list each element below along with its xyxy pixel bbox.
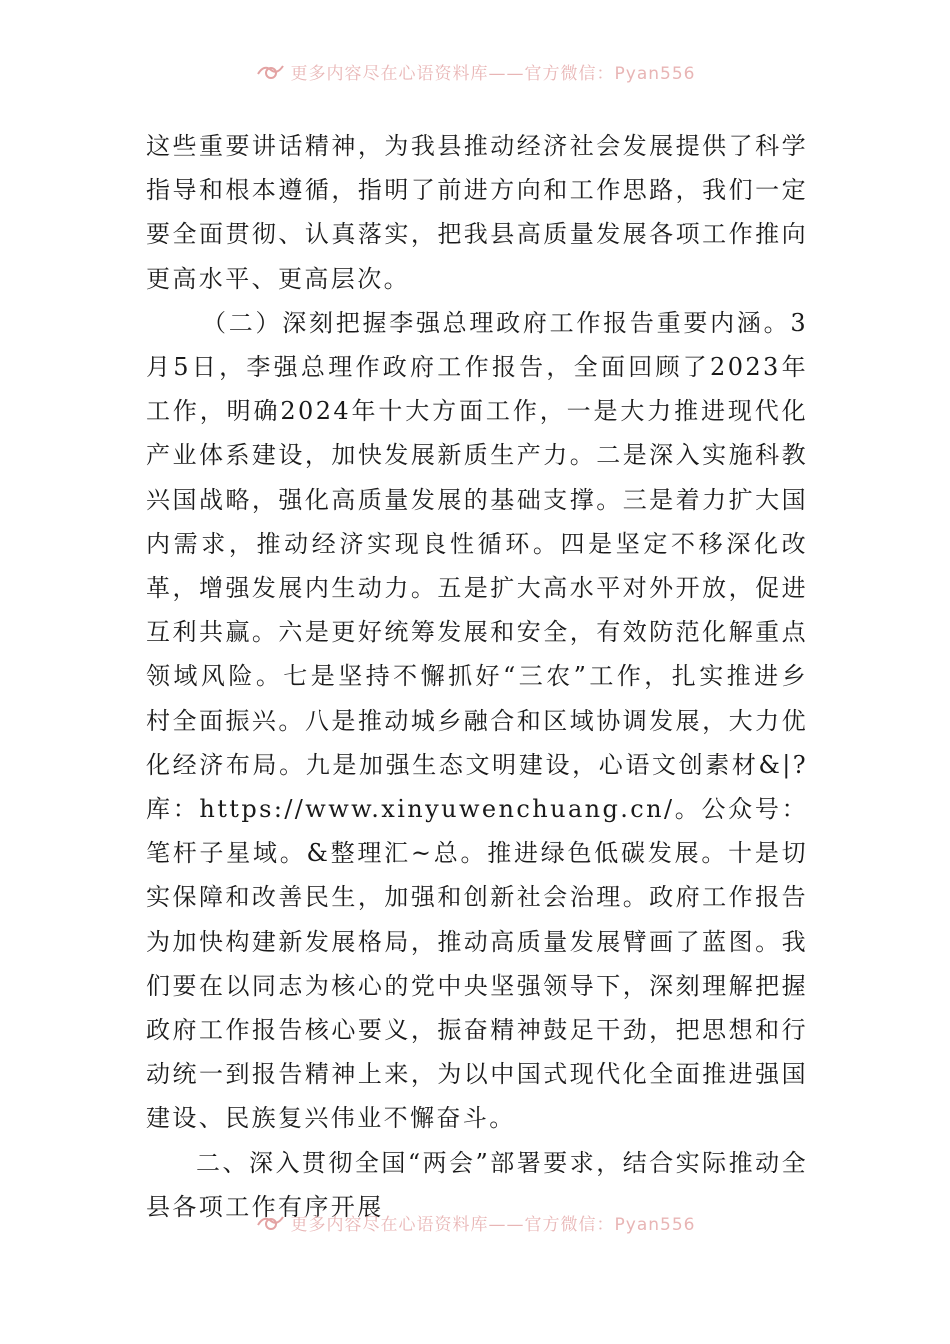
footer-watermark bbox=[0, 1208, 950, 1236]
header-watermark bbox=[0, 57, 950, 85]
paragraph-section-two: （二）深刻把握李强总理政府工作报告重要内涵。3月5日，李强总理作政府工作报告，全面回顾了2023年工作，明确2024年十大方面工作，一是大力推进现代化产业体系建设，加快发展新质生产力。二是深入实施科教兴国战略，强化高质量发展的基础支撑。三是着力扩大国内需求，推动经济实现良性循环。四是坚定不移深化改革，增强发展内生动力。五是扩大高水平对外开放，促进互利共赢。六是更好统筹发展和安全，有效防范化解重点领域风险。七是坚持不懈抓好“三农”工作，扎实推进乡村全面振兴。八是推动城乡融合和区域协调发展，大力优化经济布局。九是加强生态文明建设，心语文创素材&|?库：https://www.xinyuwenchuang.cn/。公众号：笔杆子星域。&整理汇~总。推进绿色低碳发展。十是切实保障和改善民生，加强和创新社会治理。政府工作报告为加快构建新发展格局，推动高质量发展臂画了蓝图。我们要在以同志为核心的党中央坚强领导下，深刻理解把握政府工作报告核心要义，振奋精神鼓足干劲，把思想和行动统一到报告精神上来，为以中国式现代化全面推进强国建设、民族复兴伟业不懈奋斗。 bbox=[146, 308, 808, 1133]
watermark-logo-icon bbox=[255, 1213, 285, 1231]
watermark-logo-icon bbox=[255, 62, 285, 80]
document-body bbox=[146, 124, 808, 1229]
paragraph-continuation: 这些重要讲话精神，为我县推动经济社会发展提供了科学指导和根本遵循，指明了前进方向和工作思路，我们一定要全面贯彻、认真落实，把我县高质量发展各项工作推向更高水平、更高层次。 bbox=[146, 132, 808, 293]
watermark-text: 更多内容尽在心语资料库——官方微信：Pyan556 bbox=[290, 1214, 696, 1235]
watermark-text: 更多内容尽在心语资料库——官方微信：Pyan556 bbox=[290, 63, 696, 84]
heading-part-two: 二、深入贯彻全国“两会”部署要求，结合实际推动全县各项工作有序开展 bbox=[146, 1148, 808, 1221]
